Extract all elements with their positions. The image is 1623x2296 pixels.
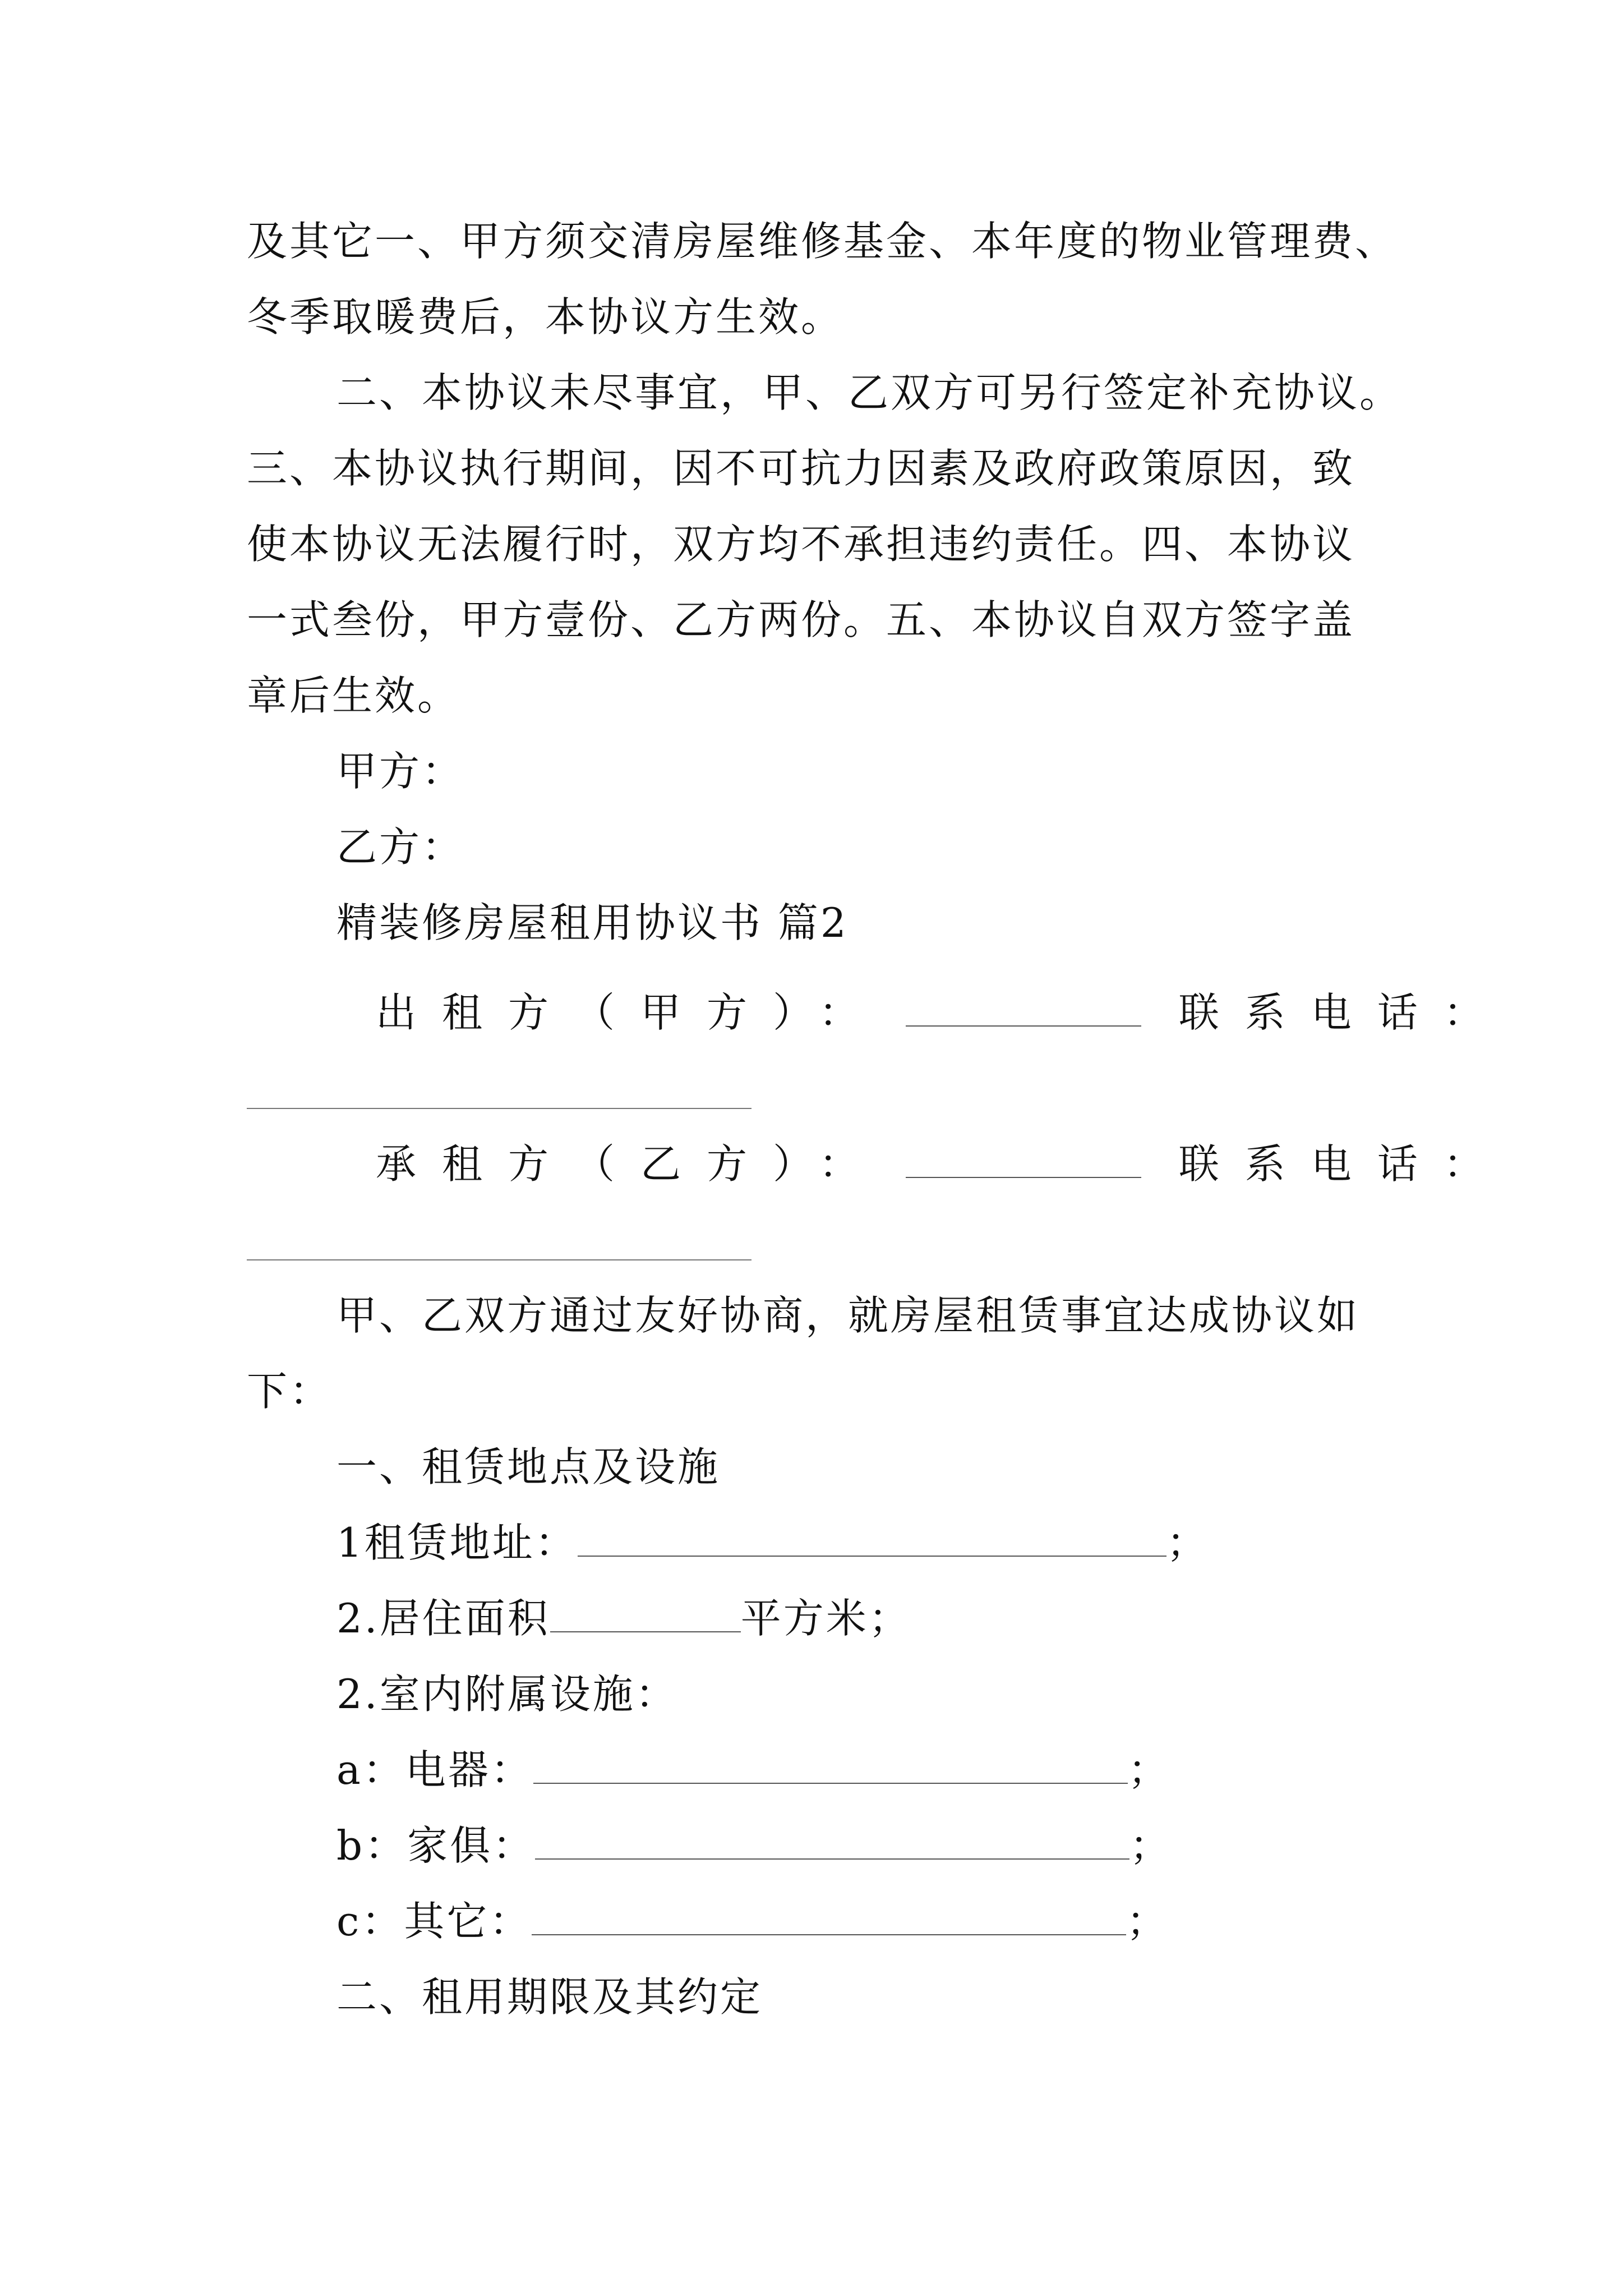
furniture-row [336,1820,1481,1871]
lessee-label: 承租方（乙方）： [376,1140,886,1188]
paragraph-line: 使本协议无法履行时，双方均不承担违约责任。四、本协议 [247,521,1355,568]
furniture-end: ； [1129,1822,1173,1869]
lessor-row [376,987,1510,1038]
appliances-label: a：电器： [336,1746,533,1793]
lessee-phone-blank [247,1259,751,1260]
address-label: 1租赁地址： [336,1519,578,1566]
others-row [336,1896,1481,1947]
lessee-row [376,1139,1510,1189]
facilities-label: 2.室内附属设施： [336,1671,678,1718]
furniture-blank [535,1825,1129,1860]
lessor-phone-label: 联系电话： [1178,989,1510,1036]
lessor-label: 出租方（甲方）： [376,989,886,1036]
address-blank [578,1522,1166,1557]
intro-line: 下： [247,1368,333,1415]
address-row [336,1517,1481,1568]
signature-party-b: 乙方： [336,823,465,871]
address-end: ； [1166,1519,1209,1566]
paragraph-line: 二、本协议未尽事宜，甲、乙双方可另行签定补充协议。 [336,369,1403,416]
appliances-blank [533,1749,1128,1784]
paragraph-line: 冬季取暖费后，本协议方生效。 [247,293,844,341]
lessee-name-blank [906,1143,1141,1178]
lessor-name-blank [906,992,1141,1027]
area-row [336,1593,1481,1644]
intro-line: 甲、乙双方通过友好协商，就房屋租赁事宜达成协议如 [336,1292,1360,1339]
others-label: c：其它： [336,1898,532,1945]
appliances-end: ； [1127,1746,1170,1793]
lessee-phone-label: 联系电话： [1178,1140,1510,1188]
others-end: ； [1126,1898,1169,1945]
appliances-row [336,1745,1481,1795]
section-title: 精装修房屋租用协议书 篇2 [336,899,849,946]
area-blank [550,1598,741,1632]
others-blank [532,1901,1126,1935]
area-unit: 平方米； [740,1595,911,1642]
paragraph-line: 章后生效。 [247,672,460,719]
paragraph-line: 三、本协议执行期间，因不可抗力因素及政府政策原因，致 [247,445,1355,492]
furniture-label: b：家俱： [336,1822,536,1869]
paragraph-line: 一式叁份，甲方壹份、乙方两份。五、本协议自双方签字盖 [247,596,1355,643]
clause2-title: 二、租用期限及其约定 [336,1973,763,2021]
area-label: 2.居住面积 [336,1595,550,1642]
clause1-title: 一、租赁地点及设施 [336,1443,721,1490]
paragraph-line: 及其它一、甲方须交清房屋维修基金、本年度的物业管理费、 [247,218,1398,265]
signature-party-a: 甲方： [336,748,465,795]
lessor-phone-blank [247,1108,751,1109]
